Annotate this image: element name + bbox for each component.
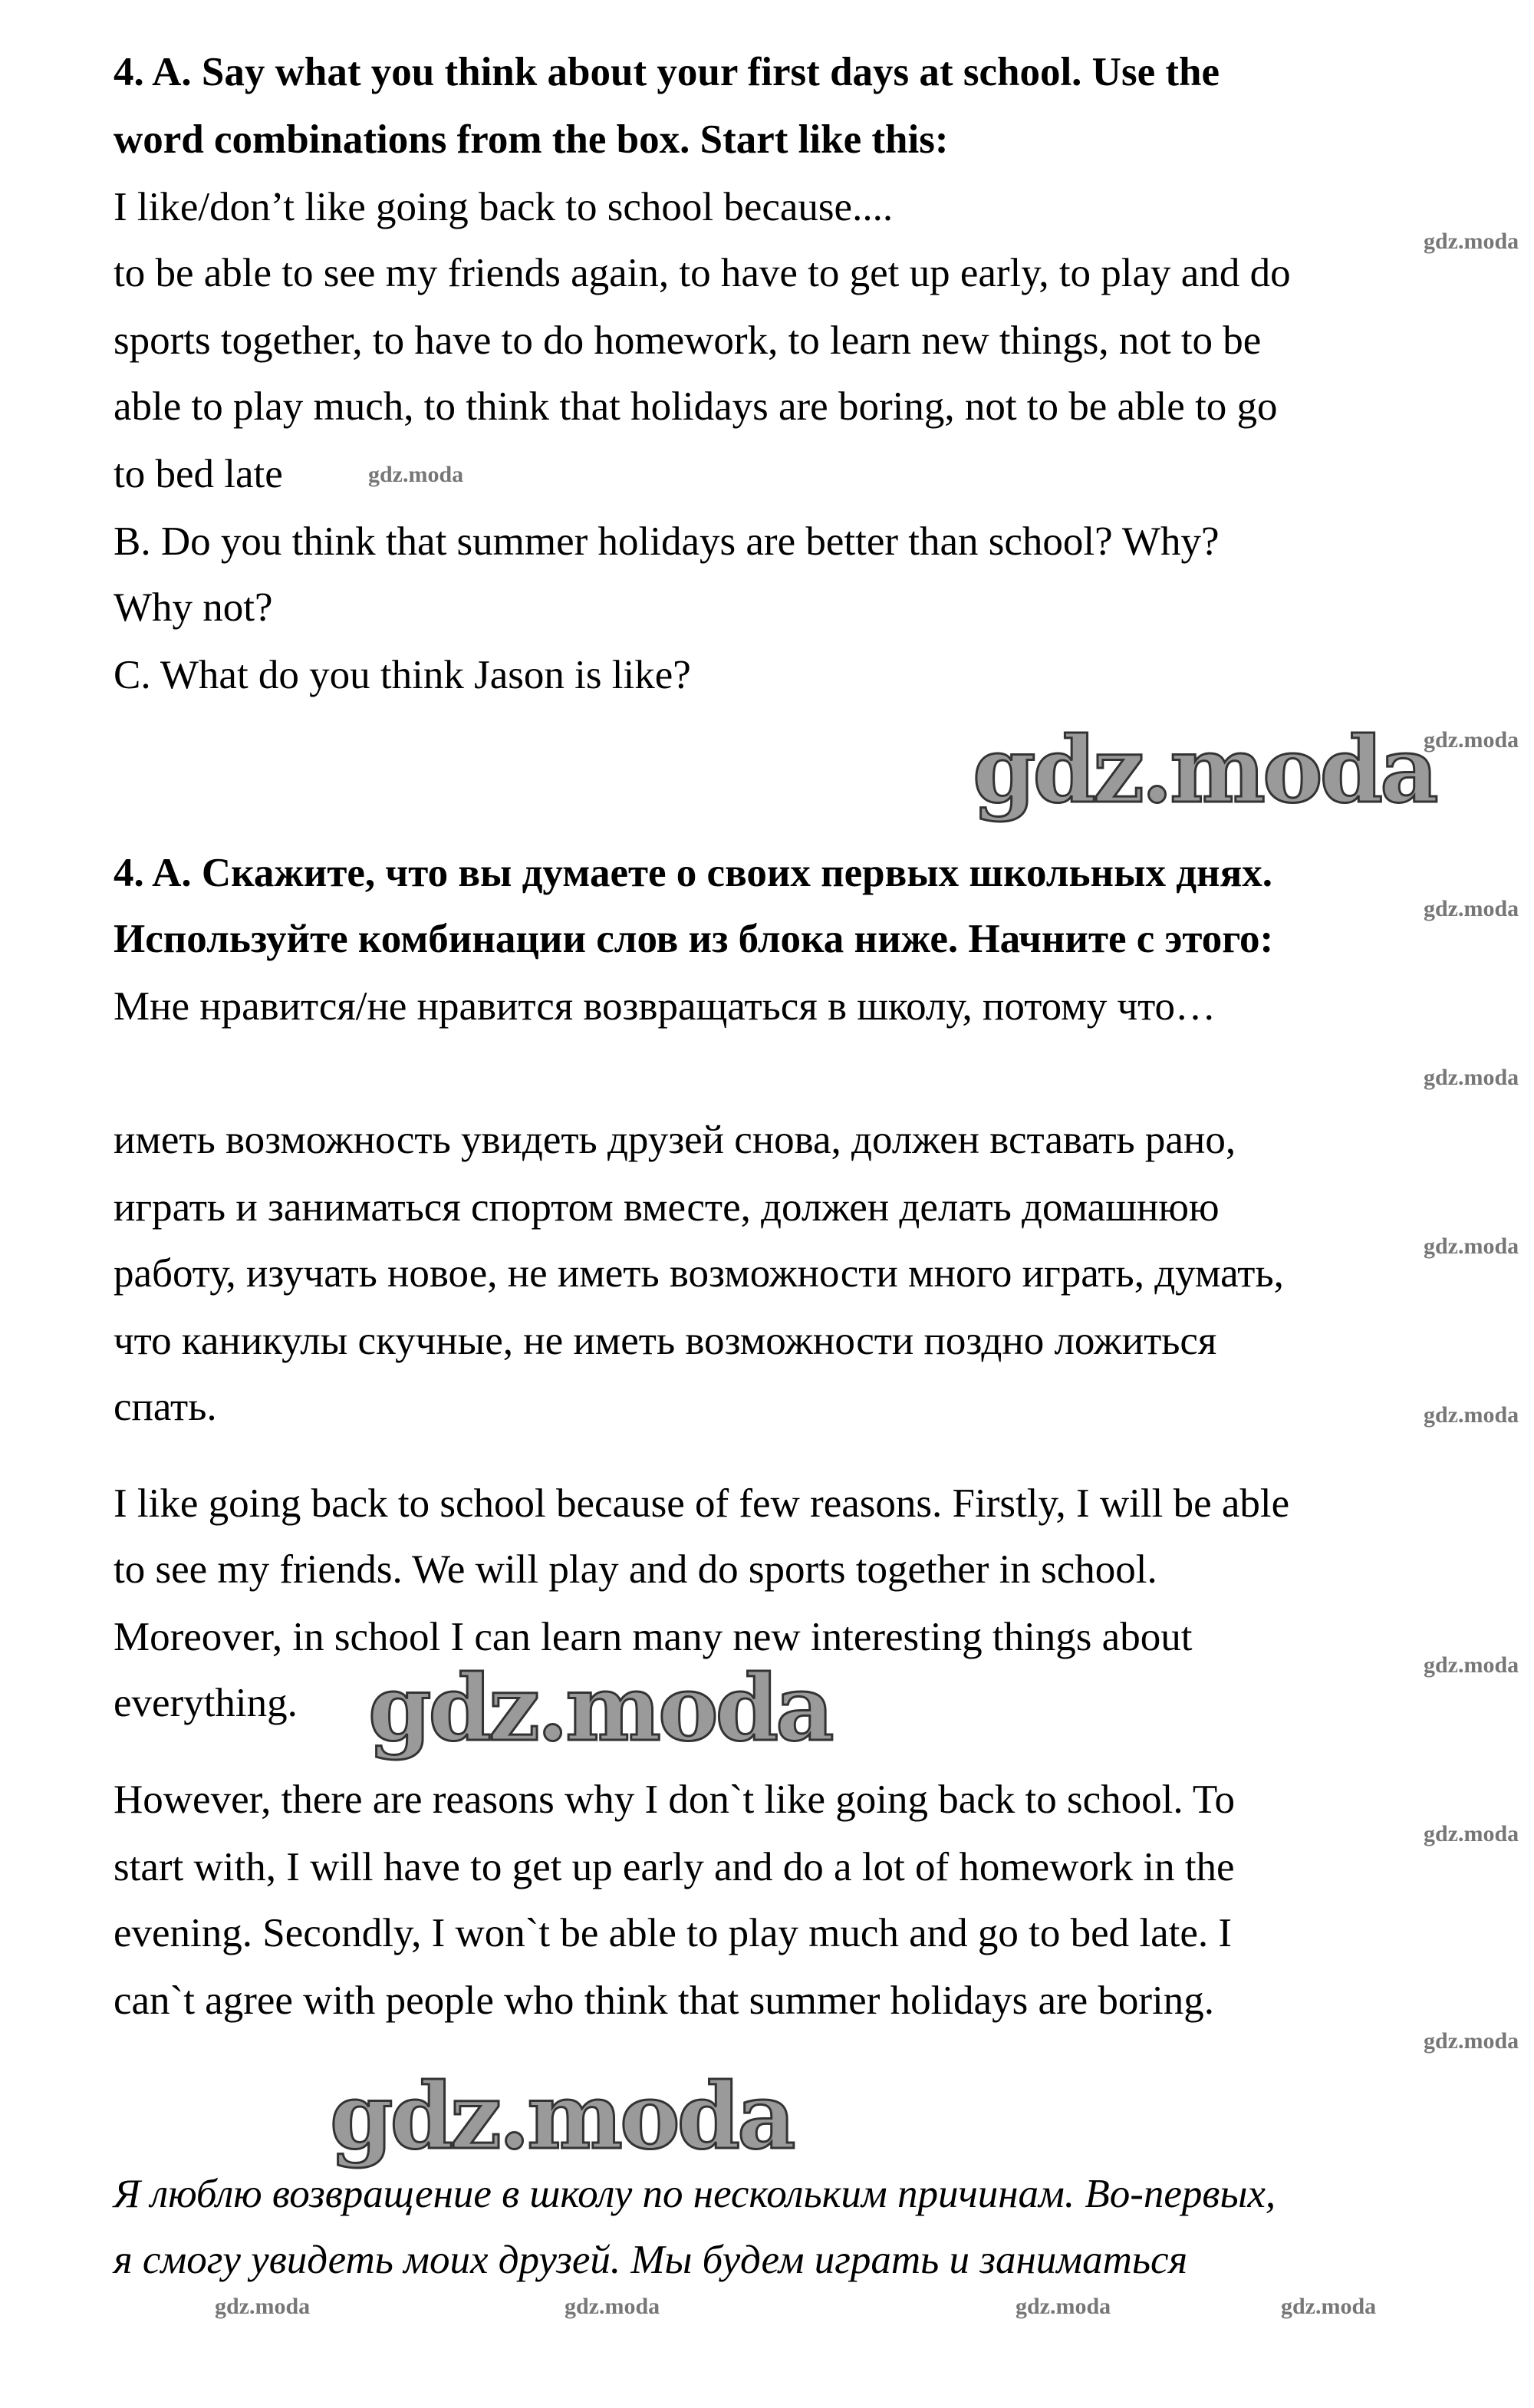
watermark-small: gdz.moda (1424, 727, 1519, 753)
text-line: C. What do you think Jason is like? (114, 653, 691, 697)
watermark-small: gdz.moda (1424, 2028, 1519, 2054)
text-line: sports together, to have to do homework, to learn new things, not to be (114, 318, 1262, 363)
text-line: to see my friends. We will play and do sports together in school. (114, 1547, 1157, 1592)
watermark-small: gdz.moda (1424, 1821, 1519, 1846)
text-line: B. Do you think that summer holidays are better than school? Why? (114, 519, 1220, 564)
watermark-small: gdz.moda (565, 2294, 660, 2319)
text-line: Мне нравится/не нравится возвращаться в школу, потому что… (114, 984, 1216, 1029)
watermark-small: gdz.moda (1424, 1402, 1519, 1428)
text-line: я смогу увидеть моих друзей. Мы будем играть и заниматься (114, 2238, 1188, 2282)
text-line: can`t agree with people who think that summer holidays are boring. (114, 1978, 1215, 2023)
watermark-small: gdz.moda (1424, 896, 1519, 921)
task-heading-line: 4. A. Скажите, что вы думаете о своих первых школьных днях. (114, 851, 1272, 895)
text-line: However, there are reasons why I don`t like going back to school. To (114, 1777, 1236, 1822)
text-line: able to play much, to think that holidays are boring, not to be able to go (114, 384, 1278, 429)
text-line: everything. (114, 1681, 298, 1725)
text-line: Why not? (114, 585, 273, 630)
text-line: иметь возможность увидеть друзей снова, должен вставать рано, (114, 1118, 1236, 1162)
text-line: to bed late (114, 452, 283, 496)
watermark-small: gdz.moda (368, 462, 464, 487)
text-line: start with, I will have to get up early and do a lot of homework in the (114, 1845, 1235, 1889)
watermark-logo: gdz.moda (368, 1655, 831, 1761)
text-line: Moreover, in school I can learn many new interesting things about (114, 1615, 1193, 1659)
text-line: Я люблю возвращение в школу по нескольким причинам. Во-первых, (114, 2172, 1276, 2216)
watermark-logo: gdz.moda (330, 2063, 793, 2169)
watermark-small: gdz.moda (1424, 1234, 1519, 1259)
text-line: работу, изучать новое, не иметь возможности много играть, думать, (114, 1251, 1284, 1296)
watermark-logo: gdz.moda (973, 716, 1436, 823)
text-line: I like/don’t like going back to school because.... (114, 185, 894, 229)
text-line: evening. Secondly, I won`t be able to play much and go to bed late. I (114, 1911, 1233, 1955)
task-heading-line: 4. A. Say what you think about your first days at school. Use the (114, 50, 1220, 94)
text-line: играть и заниматься спортом вместе, должен делать домашнюю (114, 1185, 1220, 1230)
watermark-small: gdz.moda (1424, 1652, 1519, 1678)
task-heading-line: word combinations from the box. Start like this: (114, 117, 949, 162)
text-line: что каникулы скучные, не иметь возможности поздно ложиться (114, 1319, 1217, 1363)
watermark-small: gdz.moda (1016, 2294, 1111, 2319)
watermark-small: gdz.moda (1281, 2294, 1377, 2319)
watermark-small: gdz.moda (1424, 1065, 1519, 1090)
text-line: спать. (114, 1385, 217, 1429)
text-line: I like going back to school because of few reasons. Firstly, I will be able (114, 1481, 1290, 1526)
watermark-small: gdz.moda (1424, 229, 1519, 254)
watermark-small: gdz.moda (215, 2294, 311, 2319)
task-heading-line: Используйте комбинации слов из блока ниже. Начните с этого: (114, 917, 1274, 961)
text-line: to be able to see my friends again, to have to get up early, to play and do (114, 251, 1291, 295)
